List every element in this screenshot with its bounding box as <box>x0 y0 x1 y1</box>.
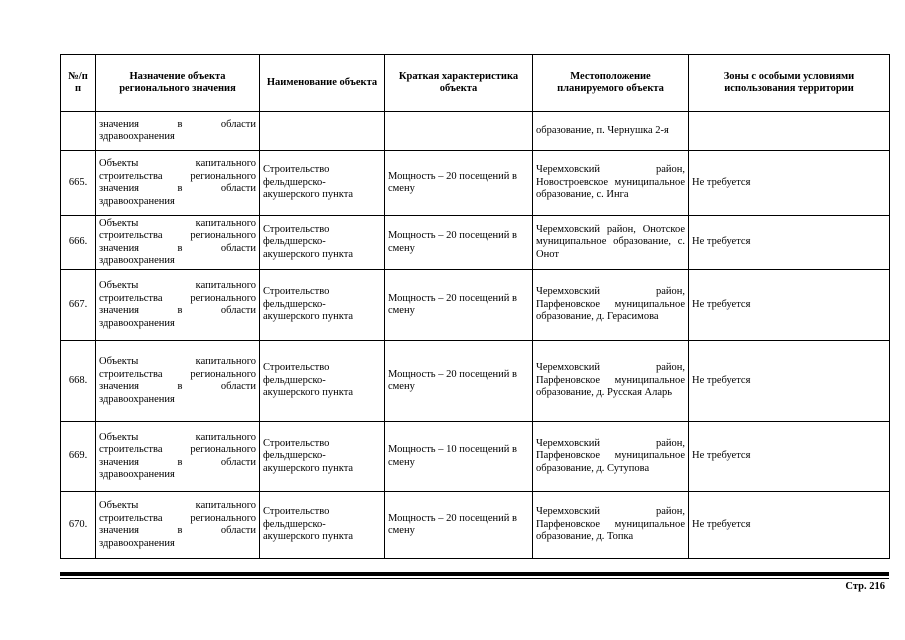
header-location: Местоположение планируемого объекта <box>533 55 689 112</box>
table-row <box>61 151 890 216</box>
footer-rule-thin <box>60 578 889 579</box>
header-zones: Зоны с особыми условиями использования территории <box>689 55 890 112</box>
cell-purpose: значения в области здравоохранения <box>96 112 260 151</box>
cell-characteristics: Мощность – 20 посещений в смену <box>385 151 533 216</box>
cell-number: 668. <box>61 341 96 422</box>
cell-number: 667. <box>61 270 96 341</box>
cell-location: Черемховский район, Новостроевское муниципальное образование, с. Инга <box>533 151 689 216</box>
cell-zones: Не требуется <box>689 270 890 341</box>
cell-location: Черемховский район, Онотское муниципальное образование, с. Онот <box>533 216 689 270</box>
cell-name: Строительство фельдшерско-акушерского пункта <box>260 151 385 216</box>
cell-zones: Не требуется <box>689 216 890 270</box>
cell-characteristics: Мощность – 20 посещений в смену <box>385 270 533 341</box>
table-row <box>61 492 890 559</box>
cell-zones: Не требуется <box>689 492 890 559</box>
cell-name: Строительство фельдшерско-акушерского пункта <box>260 492 385 559</box>
header-purpose: Назначение объекта регионального значения <box>96 55 260 112</box>
page-number: Стр. 216 <box>845 581 885 592</box>
cell-purpose: Объекты капитального строительства регионального значения в области здравоохранения <box>96 216 260 270</box>
cell-characteristics: Мощность – 10 посещений в смену <box>385 422 533 492</box>
cell-location: Черемховский район, Парфеновское муниципальное образование, д. Топка <box>533 492 689 559</box>
cell-number: 666. <box>61 216 96 270</box>
cell-zones <box>689 112 890 151</box>
header-characteristics: Краткая характеристика объекта <box>385 55 533 112</box>
cell-number: 665. <box>61 151 96 216</box>
table-row <box>61 422 890 492</box>
cell-characteristics: Мощность – 20 посещений в смену <box>385 492 533 559</box>
header-name: Наименование объекта <box>260 55 385 112</box>
cell-location: Черемховский район, Парфеновское муниципальное образование, д. Русская Аларь <box>533 341 689 422</box>
cell-location: Черемховский район, Парфеновское муниципальное образование, д. Сутупова <box>533 422 689 492</box>
cell-purpose: Объекты капитального строительства регионального значения в области здравоохранения <box>96 151 260 216</box>
cell-name <box>260 112 385 151</box>
table-header-row <box>61 55 890 112</box>
table-row <box>61 341 890 422</box>
cell-zones: Не требуется <box>689 422 890 492</box>
table-row <box>61 216 890 270</box>
regional-objects-table <box>60 54 890 559</box>
cell-location: образование, п. Чернушка 2-я <box>533 112 689 151</box>
cell-name: Строительство фельдшерско-акушерского пункта <box>260 341 385 422</box>
table-row <box>61 270 890 341</box>
table-row-continuation <box>61 112 890 151</box>
cell-characteristics <box>385 112 533 151</box>
cell-location: Черемховский район, Парфеновское муниципальное образование, д. Герасимова <box>533 270 689 341</box>
cell-purpose: Объекты капитального строительства регионального значения в области здравоохранения <box>96 422 260 492</box>
cell-number: 670. <box>61 492 96 559</box>
cell-name: Строительство фельдшерско-акушерского пункта <box>260 270 385 341</box>
cell-characteristics: Мощность – 20 посещений в смену <box>385 341 533 422</box>
cell-name: Строительство фельдшерско-акушерского пункта <box>260 216 385 270</box>
cell-purpose: Объекты капитального строительства регионального значения в области здравоохранения <box>96 341 260 422</box>
cell-number <box>61 112 96 151</box>
cell-name: Строительство фельдшерско-акушерского пункта <box>260 422 385 492</box>
header-number: №/п п <box>61 55 96 112</box>
cell-purpose: Объекты капитального строительства регионального значения в области здравоохранения <box>96 492 260 559</box>
cell-number: 669. <box>61 422 96 492</box>
cell-zones: Не требуется <box>689 341 890 422</box>
cell-purpose: Объекты капитального строительства регионального значения в области здравоохранения <box>96 270 260 341</box>
cell-zones: Не требуется <box>689 151 890 216</box>
cell-characteristics: Мощность – 20 посещений в смену <box>385 216 533 270</box>
footer-rule-thick <box>60 572 889 576</box>
